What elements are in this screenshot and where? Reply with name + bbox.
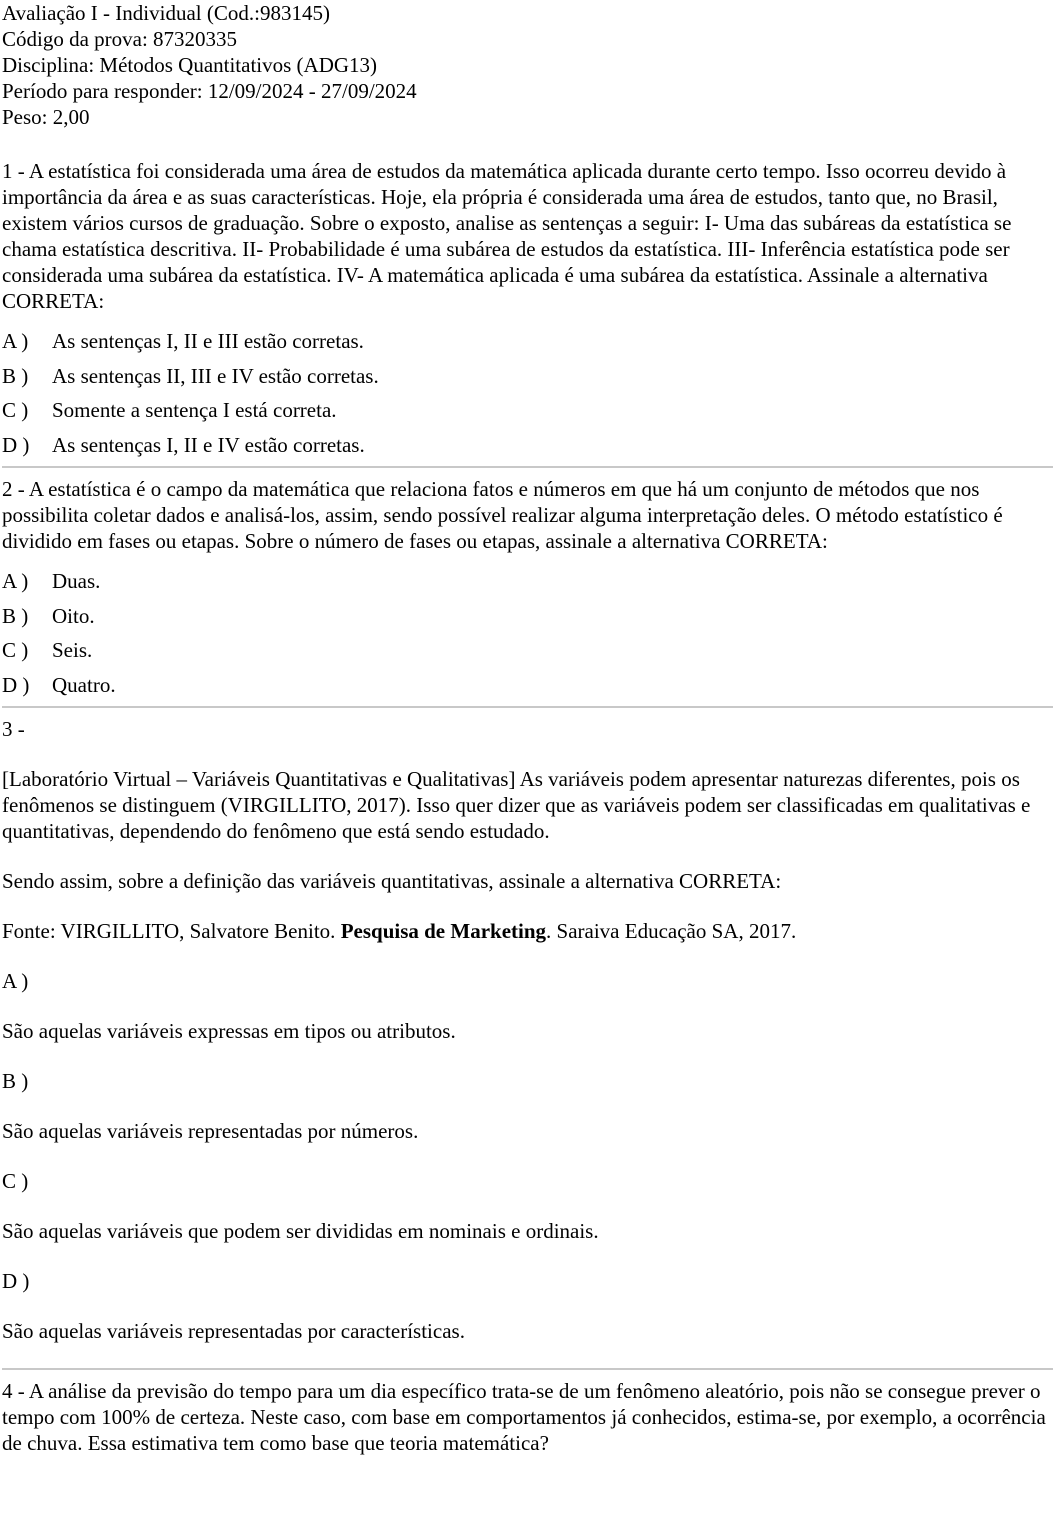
question-1-options xyxy=(2,324,1053,462)
question-1 xyxy=(2,158,1053,462)
question-3-option-d[interactable] xyxy=(2,1268,1053,1344)
option-text: São aquelas variáveis que podem ser divididas em nominais e ordinais. xyxy=(2,1219,599,1243)
question-3-paragraph-1: [Laboratório Virtual – Variáveis Quantitativas e Qualitativas] As variáveis podem apresentar naturezas diferentes, pois os fenômenos se distinguem (VIRGILLITO, 2017). Isso quer dizer que as variáveis podem ser classificadas em qualitativas e quantitativas, dependendo do fenômeno que está sendo estudado. xyxy=(2,767,1031,843)
option-text: São aquelas variáveis representadas por características. xyxy=(2,1319,465,1343)
question-1-option-b[interactable] xyxy=(2,359,1053,394)
question-2-option-c[interactable] xyxy=(2,633,1053,668)
question-2-option-d[interactable] xyxy=(2,668,1053,703)
question-1-option-c[interactable] xyxy=(2,393,1053,428)
option-text: As sentenças I, II e IV estão corretas. xyxy=(52,432,365,457)
option-text: Seis. xyxy=(52,638,93,662)
exam-code: Código da prova: 87320335 xyxy=(2,27,238,51)
question-3 xyxy=(2,716,1053,1344)
option-text: Duas. xyxy=(52,569,101,593)
option-text: As sentenças II, III e IV estão corretas. xyxy=(52,363,379,388)
question-4-text: 4 - A análise da previsão do tempo para um dia específico trata-se de um fenômeno aleatório, pois não se consegue prever o tempo com 100% de certeza. Neste caso, com base em comportamentos já conhecidos, estima-se, por exemplo, a ocorrência de chuva. Essa estimativa tem como base que teoria matemática? xyxy=(2,1379,1046,1455)
option-letter: C ) xyxy=(2,1169,29,1193)
option-letter: B ) xyxy=(2,1069,29,1093)
option-letter: A ) xyxy=(2,969,29,993)
question-2-text: 2 - A estatística é o campo da matemática que relaciona fatos e números em que há um conjunto de métodos que nos possibilita coletar dados e analisá-los, assim, sendo possível realizar alguma interpretação deles. O método estatístico é dividido em fases ou etapas. Sobre o número de fases ou etapas, assinale a alternativa CORRETA: xyxy=(2,477,1003,553)
question-divider xyxy=(2,706,1053,708)
source-prefix: Fonte: VIRGILLITO, Salvatore Benito. xyxy=(2,919,341,943)
source-book-title: Pesquisa de Marketing xyxy=(340,919,547,943)
option-letter: B ) xyxy=(2,363,29,388)
question-3-option-b[interactable] xyxy=(2,1068,1053,1144)
option-letter: D ) xyxy=(2,1269,30,1293)
option-text: São aquelas variáveis expressas em tipos ou atributos. xyxy=(2,1019,456,1043)
question-divider xyxy=(2,466,1053,468)
option-letter: A ) xyxy=(2,569,29,593)
question-2-options xyxy=(2,564,1053,702)
question-divider xyxy=(2,1368,1053,1370)
option-text: Oito. xyxy=(52,603,95,628)
question-3-paragraph-2: Sendo assim, sobre a definição das variáveis quantitativas, assinale a alternativa CORRETA: xyxy=(2,869,782,893)
question-3-option-a[interactable] xyxy=(2,968,1053,1044)
question-3-source xyxy=(2,918,1053,944)
question-3-option-c[interactable] xyxy=(2,1168,1053,1244)
exam-period: Período para responder: 12/09/2024 - 27/09/2024 xyxy=(2,79,417,103)
exam-weight: Peso: 2,00 xyxy=(2,105,90,129)
exam-discipline: Disciplina: Métodos Quantitativos (ADG13) xyxy=(2,53,378,77)
option-text: São aquelas variáveis representadas por números. xyxy=(2,1119,419,1143)
option-text: Quatro. xyxy=(52,672,116,697)
question-3-number: 3 - xyxy=(2,717,25,741)
option-letter: C ) xyxy=(2,638,29,662)
option-letter: A ) xyxy=(2,329,29,353)
question-4 xyxy=(2,1378,1053,1456)
option-letter: B ) xyxy=(2,603,29,628)
option-text: Somente a sentença I está correta. xyxy=(52,398,337,422)
source-suffix: . Saraiva Educação SA, 2017. xyxy=(546,919,797,943)
question-1-option-d[interactable] xyxy=(2,428,1053,463)
question-2-option-a[interactable] xyxy=(2,564,1053,599)
option-text: As sentenças I, II e III estão corretas. xyxy=(52,329,364,353)
question-1-option-a[interactable] xyxy=(2,324,1053,359)
question-1-text: 1 - A estatística foi considerada uma área de estudos da matemática aplicada durante certo tempo. Isso ocorreu devido à importância da área e as suas características. Hoje, ela própria é considerada uma área de estudos, tanto que, no Brasil, existem vários cursos de graduação. Sobre o exposto, analise as sentenças a seguir: I- Uma das subáreas da estatística se chama estatística descritiva. II- Probabilidade é uma subárea de estudos da estatística. III- Inferência estatística pode ser considerada uma subárea da estatística. IV- A matemática aplicada é uma subárea da estatística. Assinale a alternativa CORRETA: xyxy=(2,159,1012,313)
exam-title: Avaliação I - Individual (Cod.:983145) xyxy=(2,1,330,25)
option-letter: C ) xyxy=(2,398,29,422)
exam-header xyxy=(2,0,1053,130)
question-2-option-b[interactable] xyxy=(2,599,1053,634)
option-letter: D ) xyxy=(2,432,30,457)
option-letter: D ) xyxy=(2,672,30,697)
question-2 xyxy=(2,476,1053,702)
